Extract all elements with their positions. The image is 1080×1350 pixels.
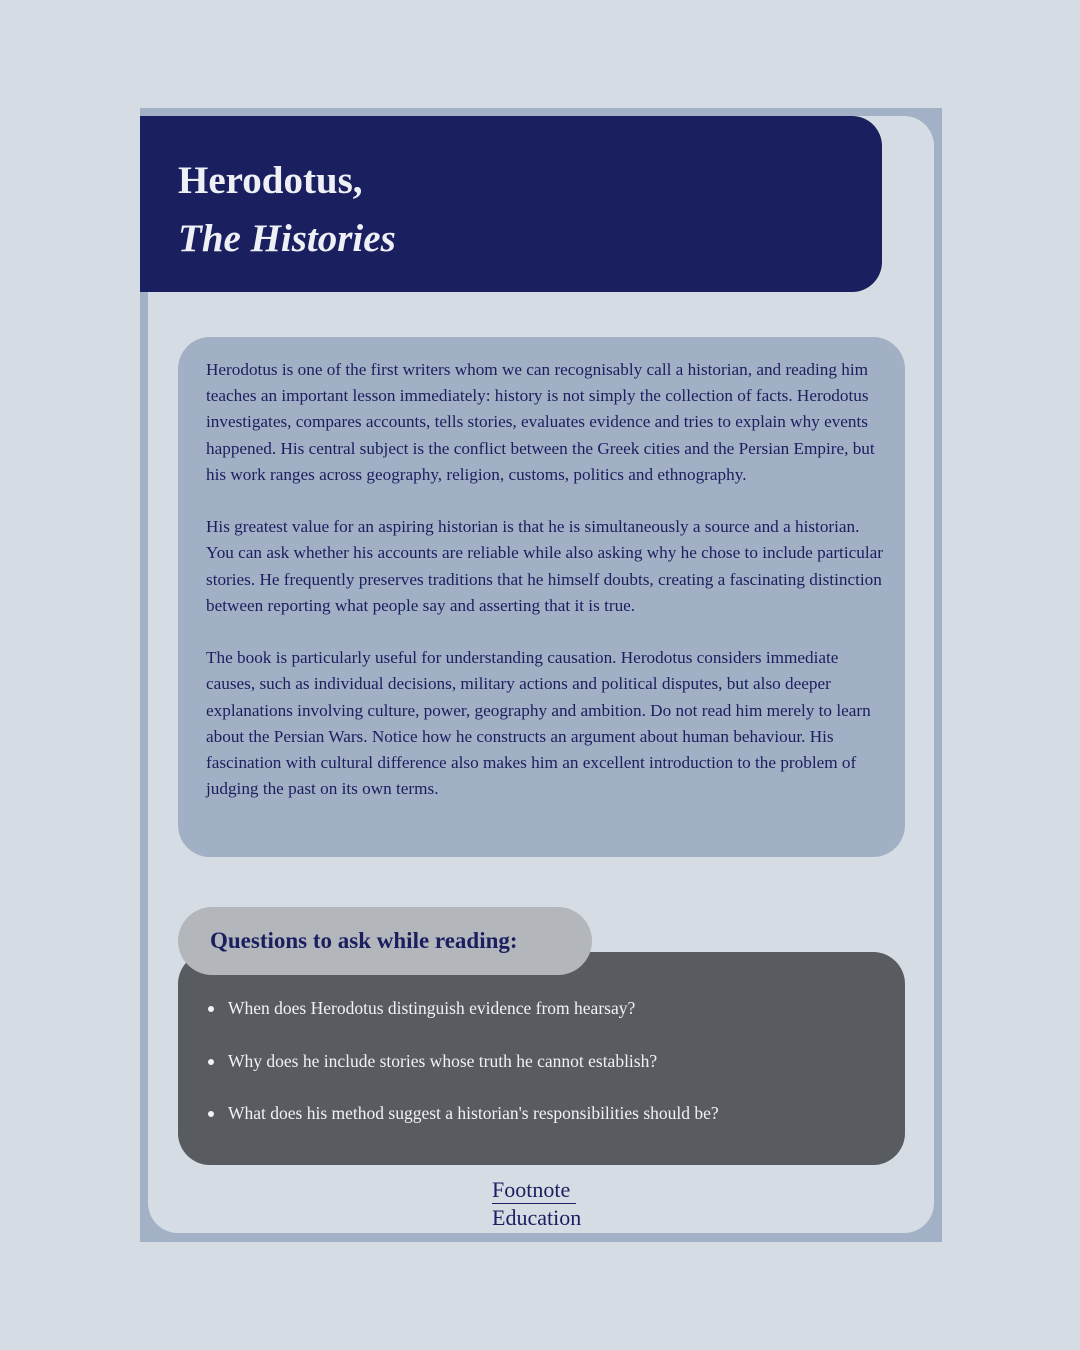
questions-heading: Questions to ask while reading: [210, 928, 518, 953]
title-author: Herodotus, [178, 159, 363, 202]
questions-list [208, 996, 885, 1154]
paragraph: The book is particularly useful for understanding causation. Herodotus considers immediate causes, such as individual decisions, military actions and political disputes, but also deeper explanations involving culture, power, geography and ambition. Do not read him merely to learn about the Persian Wars. Notice how he constructs an argument about human behaviour. His fascination with cultural difference also makes him an excellent introduction to the problem of judging the past on its own terms. [206, 648, 871, 799]
logo-line-1: Footnote [492, 1176, 576, 1204]
logo-line-2: Education [492, 1205, 582, 1230]
questions-panel [178, 952, 905, 1165]
description-card [178, 337, 905, 857]
questions-heading-tab [178, 907, 592, 975]
footnote-education-logo [492, 1176, 592, 1231]
list-item [208, 1101, 885, 1154]
list-item [208, 996, 885, 1049]
paragraph: Herodotus is one of the first writers whom we can recognisably call a historian, and reading him teaches an important lesson immediately: history is not simply the collection of facts. Herodotus investigates, compares accounts, tells stories, evaluates evidence and tries to explain why events happened. His central subject is the conflict between the Greek cities and the Persian Empire, but his work ranges across geography, religion, customs, politics and ethnography. [206, 360, 875, 484]
list-item [208, 1049, 885, 1102]
question-text: When does Herodotus distinguish evidence from hearsay? [228, 998, 636, 1018]
paragraph: His greatest value for an aspiring historian is that he is simultaneously a source and a historian. You can ask whether his accounts are reliable while also asking why he chose to include particular stories. He frequently preserves traditions that he himself doubts, creating a fascinating distinction between reporting what people say and asserting that it is true. [206, 517, 883, 615]
question-text: Why does he include stories whose truth he cannot establish? [228, 1050, 658, 1071]
bullet-icon [208, 1111, 214, 1117]
title-banner [140, 116, 882, 292]
bullet-icon [208, 1059, 214, 1065]
bullet-icon [208, 1006, 214, 1012]
title-book: The Histories [178, 217, 396, 260]
question-text: What does his method suggest a historian's responsibilities should be? [228, 1103, 719, 1123]
